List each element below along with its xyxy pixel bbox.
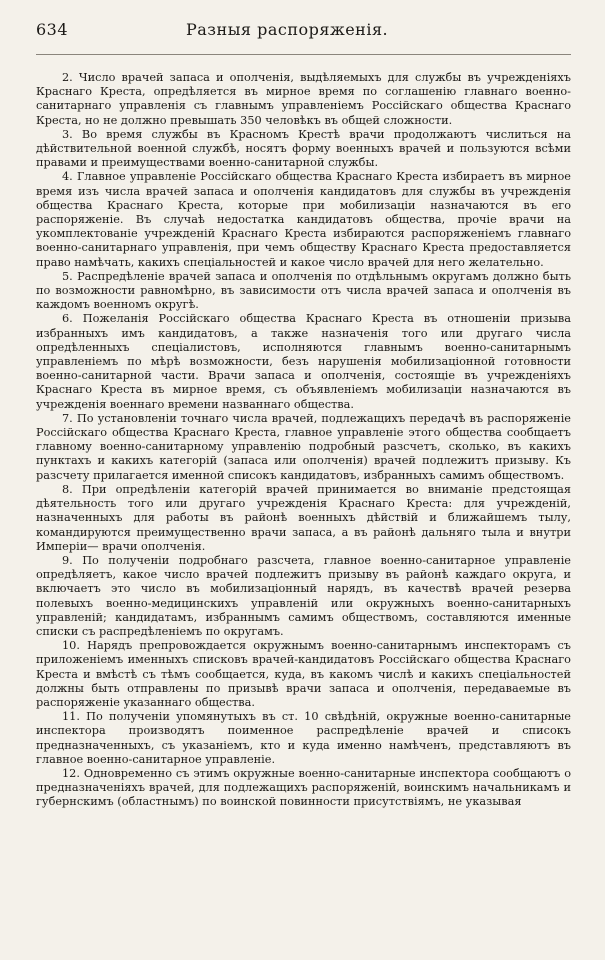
paragraph-4: 4. Главное управленіе Россійскаго общества Краснаго Креста избираетъ въ мирное время изъ числа врачей запаса и ополченія кандидатовъ для службы въ учрежденія общества Краснаго Креста, которые при мобилизаціи назначаются въ его распоряженіе. Въ случаѣ недостатка кандидатовъ общества, прочіе врачи на укомплектованіе учрежденій Краснаго Креста избираются распоряженіемъ главнаго военно-санитарнаго управленія, при чемъ обществу Краснаго Креста предоставляется право намѣчать, какихъ спеціальностей и какое число врачей для него желательно. <box>36 170 571 269</box>
paragraph-9: 9. По полученіи подробнаго разсчета, главное военно-санитарное управленіе опредѣляетъ, какое число врачей подлежитъ призыву въ районѣ каждаго округа, и включаетъ это число въ мобилизаціонный нарядъ, въ качествѣ врачей резерва полевыхъ военно-медицинскихъ управленій или окружныхъ военно-санитарныхъ управленій; кандидатамъ, избраннымъ самимъ обществомъ, составляются именные списки съ распредѣленіемъ по округамъ. <box>36 553 571 638</box>
body-text <box>36 71 571 810</box>
paragraph-11: 11. По полученіи упомянутыхъ въ ст. 10 свѣдѣній, окружные военно-санитарные инспектора производятъ поименное распредѣленіе врачей и списокъ предназначенныхъ, съ указаніемъ, кто и куда именно намѣченъ, представляютъ въ главное военно-санитарное управленіе. <box>36 710 571 766</box>
running-title: Разныя распоряженія. <box>186 20 389 39</box>
page-header <box>36 20 571 55</box>
paragraph-2: 2. Число врачей запаса и ополченія, выдѣляемыхъ для службы въ учрежденіяхъ Краснаго Креста, опредѣляется въ мирное время по соглашенію главнаго военно-санитарнаго управленія съ главнымъ управленіемъ Россійскаго общества Краснаго Креста, но не должно превышать 350 человѣкъ въ общей сложности. <box>36 71 571 127</box>
paragraph-7: 7. По установленіи точнаго числа врачей, подлежащихъ передачѣ въ распоряженіе Россійскаго общества Краснаго Креста, главное управленіе этого общества сообщаетъ главному военно-санитарному управленію подробный разсчетъ, сколько, въ какихъ пунктахъ и какихъ категорій (запаса или ополченія) врачей подлежитъ призыву. Къ разсчету прилагается именной списокъ кандидатовъ, избранныхъ самимъ обществомъ. <box>36 411 571 482</box>
paragraph-10: 10. Нарядъ препровождается окружнымъ военно-санитарнымъ инспекторамъ съ приложеніемъ именныхъ списковъ врачей-кандидатовъ Россійскаго общества Краснаго Креста и вмѣстѣ съ тѣмъ сообщается, куда, въ какомъ числѣ и какихъ спеціальностей должны быть отправлены по призывѣ врачи запаса и ополченія, передаваемые въ распоряженіе указаннаго общества. <box>36 639 571 709</box>
paragraph-5: 5. Распредѣленіе врачей запаса и ополченія по отдѣльнымъ округамъ должно быть по возможности равномѣрно, въ зависимости отъ числа врачей запаса и ополченія въ каждомъ военномъ округѣ. <box>36 269 571 312</box>
paragraph-3: 3. Во время службы въ Красномъ Крестѣ врачи продолжаютъ числиться на дѣйствительной военной службѣ, носятъ форму военныхъ врачей и пользуются всѣми правами и преимуществами военно-санитарной службы. <box>36 127 571 170</box>
page-number: 634 <box>36 20 69 39</box>
paragraph-6: 6. Пожеланія Россійскаго общества Краснаго Креста въ отношеніи призыва избранныхъ имъ кандидатовъ, а также назначенія того или другаго числа опредѣленныхъ спеціалистовъ, исполняются главнымъ военно-санитарнымъ управленіемъ по мѣрѣ возможности, безъ нарушенія мобилизаціонной готовности военно-санитарной части. Врачи запаса и ополченія, состоящіе въ учрежденіяхъ Краснаго Креста въ мирное время, съ объявленіемъ мобилизаціи назначаются въ учрежденія военнаго времени названнаго общества. <box>36 312 571 411</box>
paragraph-8: 8. При опредѣленіи категорій врачей принимается во вниманіе предстоящая дѣятельность того или другаго учрежденія Краснаго Креста: для учрежденій, назначенныхъ для работы въ районѣ военныхъ дѣйствій и ближайшемъ тылу, командируются преимущественно врачи запаса, а въ районѣ дальняго тыла и внутри Имперіи— врачи ополченія. <box>36 482 571 553</box>
paragraph-12: 12. Одновременно съ этимъ окружные военно-санитарные инспектора сообщаютъ о предназначеніяхъ врачей, для подлежащихъ распоряженій, воинскимъ начальникамъ и губернскимъ (областнымъ) по воинской повинности присутствіямъ, не указывая <box>36 766 571 809</box>
